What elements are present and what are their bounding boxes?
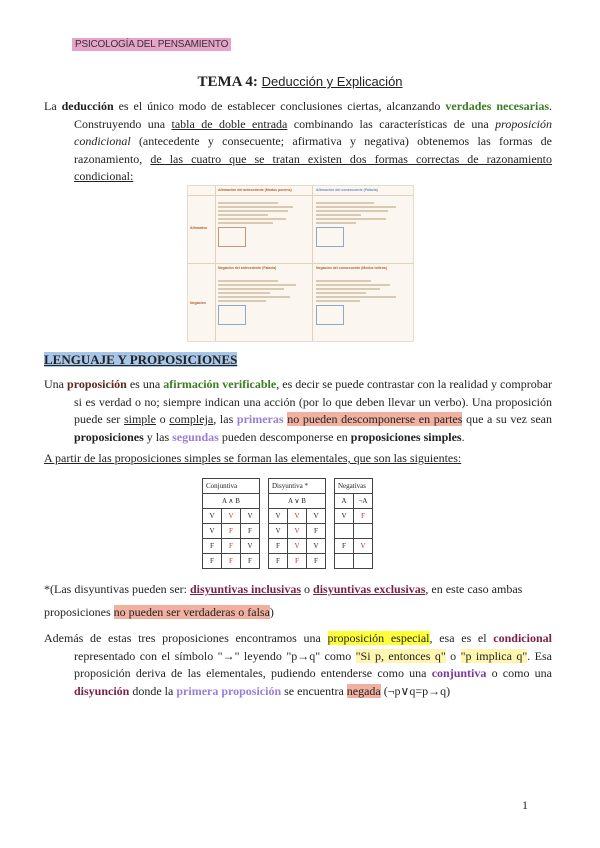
intro-paragraph: La deducción es el único modo de establecer conclusiones ciertas, alcanzando verdades necesarias. Construyendo una tabla de doble entrada combinando las características de una proposición condicional (antecedente y consecuente; afirmativa y negativa) obtenemos las formas de razonamiento, de las cuatro que se tratan existen dos formas correctas de razonamiento condicional: [44,99,553,183]
term-propsimples: proposiciones simples [350,429,462,444]
tt-cell: F [241,524,260,539]
reasoning-forms-image [187,185,414,342]
tt-cell: V [288,539,307,554]
page-number: 1 [522,798,528,812]
tt-cell: V [335,509,354,524]
section-title: LENGUAJE Y PROPOSICIONES [44,352,238,367]
page-title [0,74,600,91]
elementales-line: A partir de las proposiciones simples se forman las elementales, que son las siguientes: [44,451,462,465]
truth-table [202,478,373,569]
term-especial: proposición especial [327,631,430,645]
topic-name: Deducción y Explicación [261,74,403,89]
tt-cell: F [269,539,288,554]
tt-cell: V [203,524,222,539]
term-primeras: primeras [236,412,284,426]
disy-note-line2: proposiciones no pueden ser verdaderas o falsa) [44,605,274,619]
img-cell-3 [218,278,308,333]
tt-cell [354,524,373,539]
term-segundas: segundas [172,429,219,444]
disy-sym: A ∨ B [269,494,326,509]
img-col1: Afirmación del antecedente (Modus ponens) [218,188,292,192]
term-sip: "Si p, entonces q" [355,648,446,663]
term-proposicion: proposición [67,377,127,391]
tt-cell: V [241,509,260,524]
img-row1: Afirmativo [190,226,208,230]
term-pimplica: "p implica q" [460,648,528,663]
tt-cell: F [203,539,222,554]
term-propcond: proposición condicional [74,116,553,148]
tt-cell [335,524,354,539]
neg-title: Negativas [335,479,373,494]
tt-cell: F [222,539,241,554]
tt-cell: F [269,554,288,569]
disy-title: Disyuntiva * [269,479,326,494]
neg-a: A [335,494,354,509]
topic-label: TEMA 4: [197,74,258,90]
term-verdades: verdades necesarias [445,99,549,113]
neg-na: ¬A [354,494,373,509]
term-disyuncion: disyunción [74,683,130,698]
term-conjuntiva: conjuntiva [431,666,487,680]
tt-cell: F [288,554,307,569]
img-cell-4 [316,278,406,333]
term-compleja: compleja [169,412,214,426]
term-nopueden-verdaderas: no pueden ser verdaderas o falsa [113,605,270,619]
disy-note-line1: *(Las disyuntivas pueden ser: disyuntivas inclusivas o disyuntivas exclusivas, en este caso ambas [44,582,523,596]
term-inclusivas: disyuntivas inclusivas [189,582,302,596]
tt-cell: V [269,509,288,524]
tt-cell [335,554,354,569]
img-cell-1 [218,200,308,250]
subject-header: PSICOLOGÍA DEL PENSAMIENTO [72,38,231,51]
img-col3: Negación del antecedente (Falacia) [218,266,277,270]
tt-cell: V [222,509,241,524]
tt-cell: F [241,554,260,569]
img-row2: Negación [190,301,206,305]
tt-cell: F [335,539,354,554]
conj-title: Conjuntiva [203,479,260,494]
term-condicional: condicional [493,631,552,645]
conj-sym: A ∧ B [203,494,260,509]
tt-cell: V [241,539,260,554]
tt-cell: V [307,539,326,554]
term-primera: primera proposición [176,683,282,698]
tt-cell [354,554,373,569]
term-proposiciones: proposiciones [74,429,144,444]
tt-cell: V [307,509,326,524]
term-deduccion: deducción [61,99,114,113]
tt-cell: F [203,554,222,569]
tt-cell: V [288,509,307,524]
tt-cell: F [222,524,241,539]
term-cuatro: de las cuatro que se tratan existen dos formas correctas de razonamiento condicional: [74,151,552,183]
tt-cell: F [307,554,326,569]
term-afirmacion: afirmación verificable [163,377,277,391]
term-exclusivas: disyuntivas exclusivas [313,582,426,596]
conditional-paragraph: Además de estas tres proposiciones encontramos una proposición especial, esa es el condicional representado con el símbolo "→" leyendo "p→q" como "Si p, entonces q" o "p implica q". Esa proposición deriva de las elementales, pudiendo entenderse como una conjuntiva o como una disyunción donde la primera proposición se encuentra negada (¬p∨q=p→q) [44,631,552,698]
img-col2: Afirmación del consecuente (Falacia) [316,188,378,192]
term-simple: simple [123,412,156,426]
tt-cell: V [269,524,288,539]
term-tabla: tabla de doble entrada [171,116,288,131]
tt-cell: F [222,554,241,569]
tt-cell: V [354,539,373,554]
tt-cell: V [288,524,307,539]
tt-cell: F [354,509,373,524]
term-nopueden: no pueden descomponerse en partes [287,412,463,426]
img-col4: Negación del consecuente (Modus tollens) [316,266,387,270]
tt-cell: V [203,509,222,524]
proposition-paragraph: Una proposición es una afirmación verificable, es decir se puede contrastar con la realidad y comprobar si es verdad o no; siempre indican una acción (por lo que deben llevar un verbo). Una proposición puede ser simple o compleja, las primeras no pueden descomponerse en partes que a su vez sean proposiciones y las segundas pueden descomponerse en proposiciones simples. [44,377,553,444]
img-cell-2 [316,200,406,250]
term-negada: negada [346,683,381,698]
tt-cell: F [307,524,326,539]
